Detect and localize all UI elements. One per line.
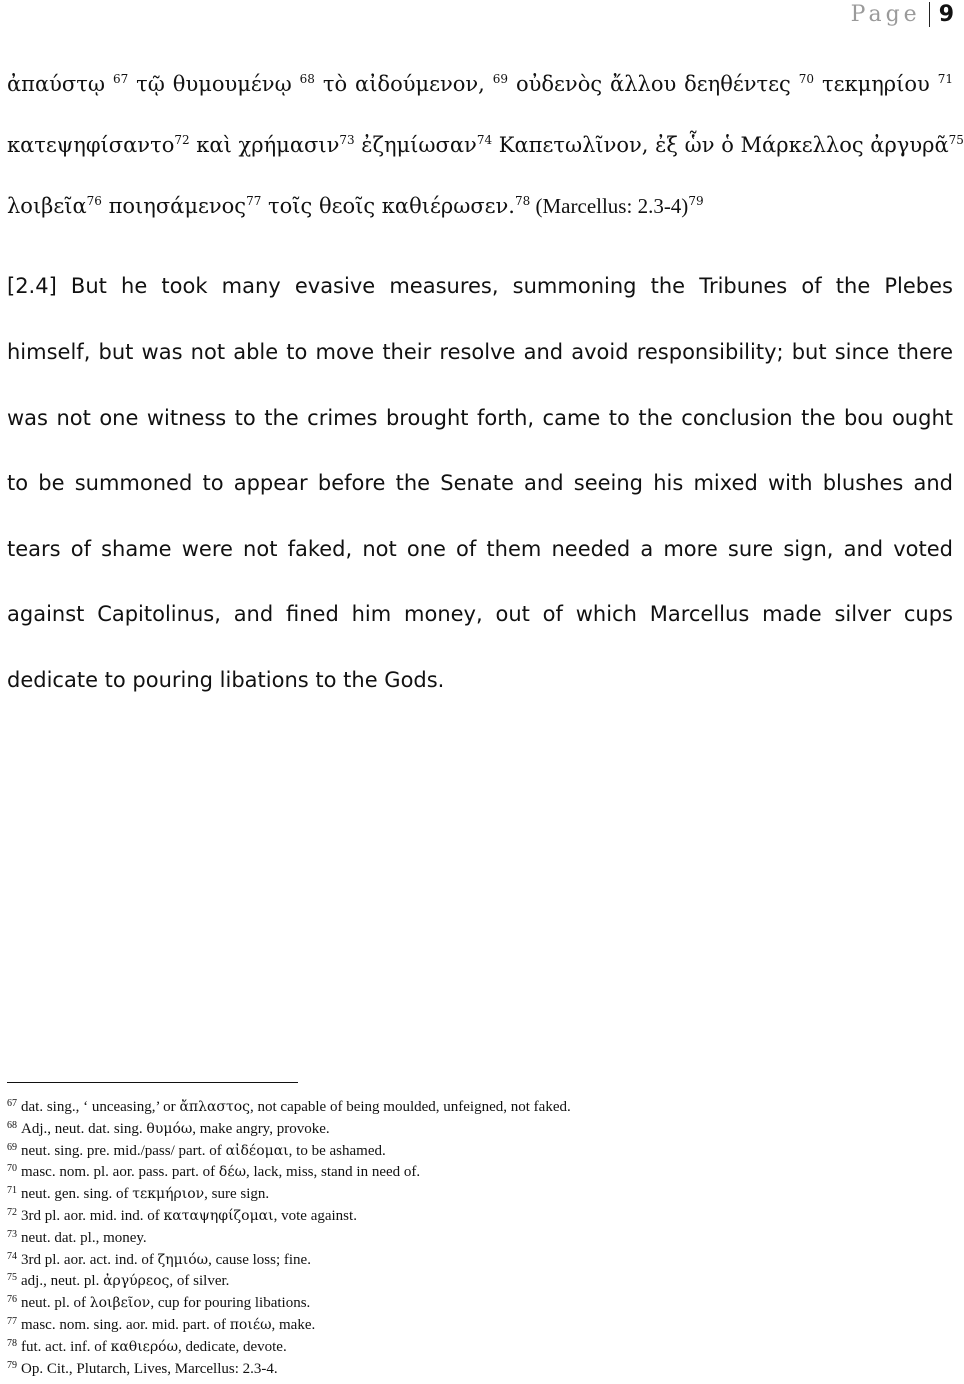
footnote-74 — [7, 1250, 947, 1272]
footnote-number: 72 — [7, 1206, 17, 1218]
footnote-marker[interactable]: 79 — [688, 194, 704, 208]
footnote-text: , vote against. — [273, 1207, 357, 1224]
footnote-marker[interactable]: 68 — [299, 72, 315, 86]
footnote-79 — [7, 1359, 947, 1381]
greek-text: τεκμηρίου — [814, 72, 938, 96]
footnote-marker[interactable]: 74 — [476, 133, 493, 147]
footnote-75 — [7, 1271, 947, 1293]
footnote-text: , of silver. — [169, 1273, 230, 1290]
footnote-text: , to be ashamed. — [288, 1142, 386, 1159]
footnote-marker[interactable]: 67 — [112, 72, 129, 86]
footnote-text: neut. sing. pre. mid./pass/ part. of — [21, 1142, 226, 1159]
footnote-67 — [7, 1097, 947, 1119]
footnote-text: , make. — [271, 1316, 316, 1333]
translation-line-7: dedicate to pouring libations to the Gods. — [7, 668, 445, 692]
footnote-text: neut. gen. sing. of — [21, 1186, 133, 1203]
footnote-text: neut. pl. of — [21, 1295, 90, 1312]
footnote-text: neut. dat. pl., money. — [21, 1229, 147, 1246]
footnote-marker[interactable]: 77 — [246, 194, 262, 208]
translation-line-1: [2.4] But he took many evasive measures, summoning the Tribunes of the Plebes — [7, 274, 953, 298]
greek-lemma: ζημιόω — [157, 1251, 209, 1268]
greek-text: κατεψηφίσαντο — [7, 133, 175, 157]
footnote-marker[interactable]: 69 — [492, 72, 509, 86]
greek-lemma: αἰδέομαι — [225, 1142, 289, 1159]
greek-text: ἐζημίωσαν — [354, 133, 477, 157]
greek-line-1 — [7, 70, 953, 98]
footnote-number: 73 — [7, 1228, 17, 1240]
footnote-77 — [7, 1315, 947, 1337]
greek-text: καὶ χρήμασιν — [189, 133, 340, 157]
translation-line-2: himself, but was not able to move their resolve and avoid responsibility; but since there — [7, 340, 953, 364]
footnote-73 — [7, 1228, 947, 1250]
footnote-number: 68 — [7, 1119, 17, 1131]
greek-lemma: δέω — [218, 1164, 246, 1181]
footnote-marker[interactable]: 73 — [339, 133, 355, 147]
greek-text: τὸ αἰδούμενον, — [314, 72, 493, 96]
greek-text: τῷ θυμουμένῳ — [128, 72, 300, 96]
greek-lemma: λοιβεῖον — [89, 1295, 151, 1312]
footnote-text: Adj., neut. dat. sing. — [21, 1120, 147, 1137]
footnote-number: 77 — [7, 1315, 17, 1327]
translation-line-3: was not one witness to the crimes brought forth, came to the conclusion the bou ought — [7, 406, 953, 430]
greek-text: λοιβεῖα — [7, 194, 87, 218]
footnote-number: 79 — [7, 1359, 17, 1371]
source-citation: (Marcellus: 2.3-4) — [530, 194, 689, 218]
footnote-text: Op. Cit., Plutarch, Lives, Marcellus: 2.3-4. — [21, 1360, 278, 1377]
footnote-marker[interactable]: 71 — [937, 72, 954, 86]
greek-lemma: ἀργύρεος — [103, 1273, 170, 1290]
footnote-text: , make angry, provoke. — [192, 1120, 330, 1137]
footnote-76 — [7, 1293, 947, 1315]
footnote-text: masc. nom. pl. aor. pass. part. of — [21, 1164, 219, 1181]
footnote-number: 74 — [7, 1250, 17, 1262]
footnote-78 — [7, 1337, 947, 1359]
page-header — [851, 0, 954, 28]
footnote-marker[interactable]: 76 — [86, 194, 102, 208]
page-number: 9 — [938, 1, 954, 27]
footnote-number: 71 — [7, 1185, 17, 1197]
footnote-number: 69 — [7, 1141, 17, 1153]
greek-text: ἀπαύστῳ — [7, 72, 113, 96]
footnote-text: masc. nom. sing. aor. mid. part. of — [21, 1316, 230, 1333]
greek-lemma: καταψηφίζομαι — [163, 1207, 274, 1224]
greek-lemma: ἄπλαστος — [179, 1099, 250, 1115]
footnote-text: , dedicate, devote. — [178, 1338, 287, 1355]
footnote-text: 3rd pl. aor. mid. ind. of — [21, 1207, 164, 1224]
greek-lemma: τεκμήριον — [132, 1186, 205, 1203]
translation-line-6: against Capitolinus, and fined him money, out of which Marcellus made silver cups — [7, 602, 953, 626]
footnote-71 — [7, 1184, 947, 1206]
footnote-text: , sure sign. — [204, 1186, 270, 1203]
greek-lemma: ποιέω — [229, 1316, 272, 1333]
greek-lemma: θυμόω — [146, 1120, 193, 1137]
footnote-68 — [7, 1119, 947, 1141]
footnote-text: , not capable of being moulded, unfeigned, not faked. — [250, 1099, 571, 1115]
page-label: Page — [851, 2, 930, 27]
footnote-number: 78 — [7, 1337, 17, 1349]
greek-text: οὐδενὸς ἄλλου δεηθέντες — [508, 72, 799, 96]
footnote-text: adj., neut. pl. — [21, 1273, 104, 1290]
greek-line-3 — [7, 192, 953, 220]
footnote-72 — [7, 1206, 947, 1228]
footnote-number: 70 — [7, 1163, 17, 1175]
footnote-70 — [7, 1162, 947, 1184]
footnote-text: fut. act. inf. of — [21, 1338, 111, 1355]
greek-lemma: καθιερόω — [110, 1338, 179, 1355]
footnote-number: 75 — [7, 1272, 17, 1284]
translation-line-5: tears of shame were not faked, not one of them needed a more sure sign, and voted — [7, 537, 953, 561]
translation-line-4: to be summoned to appear before the Senate and seeing his mixed with blushes and — [7, 471, 953, 495]
footnote-marker[interactable]: 75 — [948, 133, 964, 147]
footnotes — [7, 1097, 947, 1380]
footnote-text: dat. sing., ‘ unceasing,’ or — [21, 1099, 180, 1115]
footnote-number: 76 — [7, 1294, 17, 1306]
footnote-text: , cup for pouring libations. — [150, 1295, 311, 1312]
greek-text: τοῖς θεοῖς καθιέρωσεν. — [261, 194, 515, 218]
footnote-69 — [7, 1141, 947, 1163]
greek-text: ποιησάμενος — [101, 194, 247, 218]
footnote-text: 3rd pl. aor. act. ind. of — [21, 1251, 158, 1268]
greek-text: Καπετωλῖνον, ἐξ ὧν ὁ Μάρκελλος ἀργυρᾶ — [492, 133, 949, 157]
greek-line-2 — [7, 131, 964, 159]
footnote-marker[interactable]: 78 — [514, 194, 531, 208]
footnote-marker[interactable]: 72 — [174, 133, 190, 147]
footnote-separator — [7, 1082, 298, 1083]
footnote-number: 67 — [7, 1098, 17, 1109]
footnote-marker[interactable]: 70 — [798, 72, 815, 86]
footnote-text: , lack, miss, stand in need of. — [246, 1164, 421, 1181]
footnote-text: , cause loss; fine. — [208, 1251, 311, 1268]
